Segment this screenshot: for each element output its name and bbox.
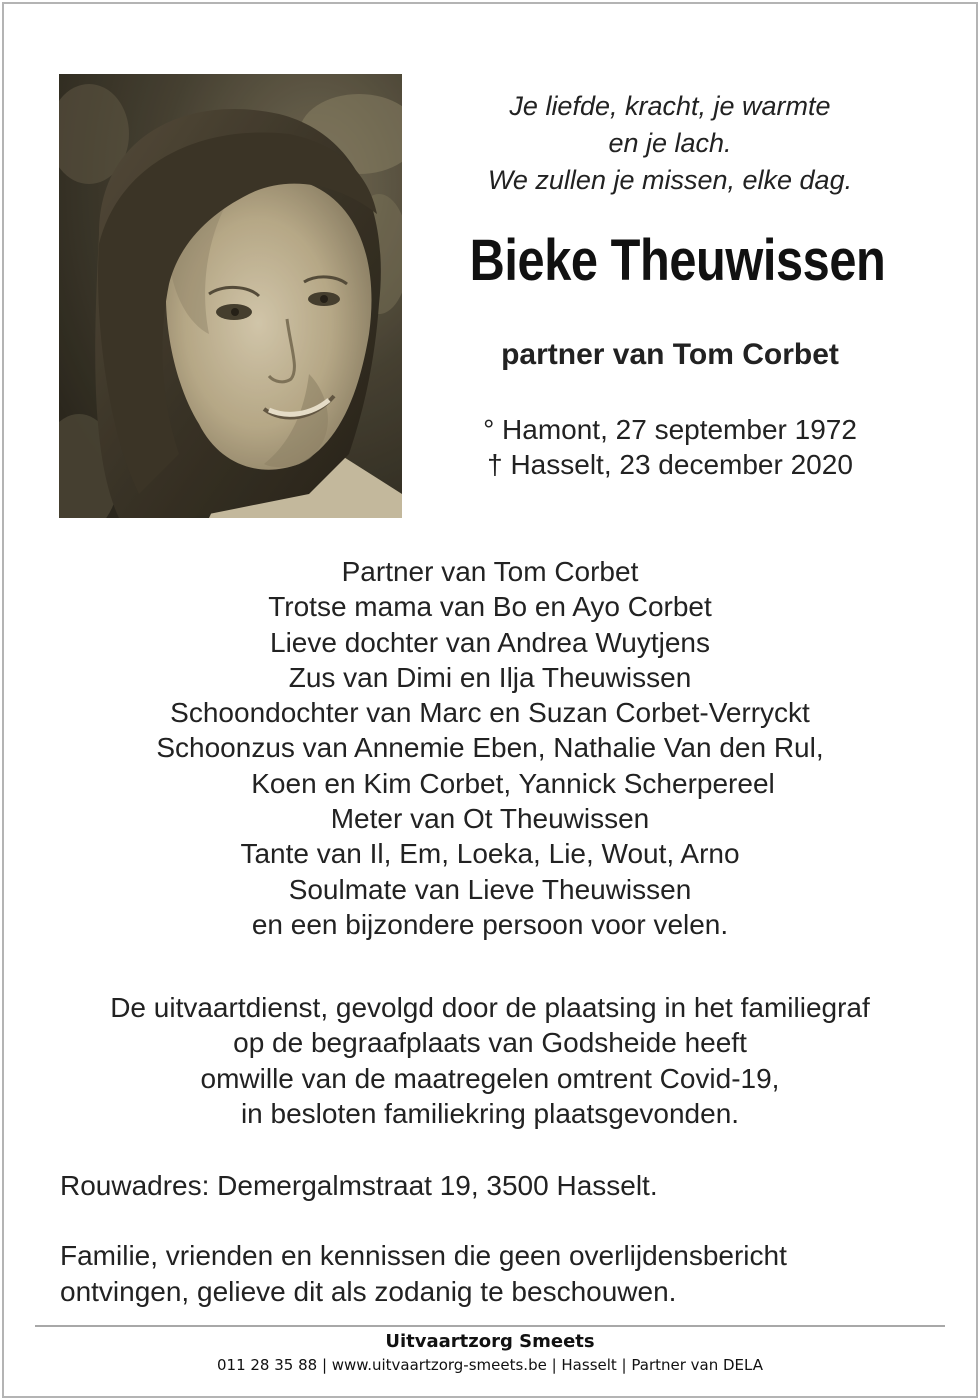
- notice-line: ontvingen, gelieve dit als zodanig te beschouwen.: [60, 1276, 677, 1307]
- family-line: Soulmate van Lieve Theuwissen: [288, 873, 692, 905]
- notice-line: Familie, vrienden en kennissen die geen overlijdensbericht: [60, 1240, 787, 1271]
- family-line: Schoonzus van Annemie Eben, Nathalie Van den Rul,: [156, 732, 824, 764]
- portrait-photo: [59, 74, 402, 518]
- funeral-company-name: Uitvaartzorg Smeets: [385, 1331, 595, 1352]
- service-line: op de begraafplaats van Godsheide heeft: [233, 1027, 747, 1059]
- death-date: † Hasselt, 23 december 2020: [487, 449, 853, 480]
- footer-divider: [35, 1325, 945, 1327]
- service-line: in besloten familiekring plaatsgevonden.: [240, 1097, 740, 1129]
- family-list: [40, 554, 940, 942]
- poem-line: We zullen je missen, elke dag.: [487, 165, 853, 195]
- family-line: Zus van Dimi en Ilja Theuwissen: [288, 661, 692, 693]
- family-line: Schoondochter van Marc en Suzan Corbet-Verryckt: [170, 697, 810, 729]
- notice-text: [60, 1238, 787, 1310]
- mourning-address: Rouwadres: Demergalmstraat 19, 3500 Hasselt.: [60, 1170, 658, 1201]
- poem: [420, 88, 920, 199]
- family-line: Koen en Kim Corbet, Yannick Scherpereel: [251, 767, 775, 799]
- deceased-name: Bieke Theuwissen: [469, 228, 886, 293]
- life-dates: [420, 412, 920, 482]
- poem-line: Je liefde, kracht, je warmte: [509, 91, 831, 121]
- family-line: Tante van Il, Em, Loeka, Lie, Wout, Arno: [240, 838, 740, 870]
- service-line: De uitvaartdienst, gevolgd door de plaatsing in het familiegraf: [110, 992, 870, 1023]
- deceased-subtitle: partner van Tom Corbet: [501, 338, 839, 371]
- family-line: Trotse mama van Bo en Ayo Corbet: [268, 591, 712, 623]
- family-line: Partner van Tom Corbet: [341, 556, 639, 587]
- family-line: Lieve dochter van Andrea Wuytjens: [270, 626, 710, 658]
- poem-line: en je lach.: [608, 128, 732, 158]
- birth-date: ° Hamont, 27 september 1972: [483, 414, 857, 445]
- service-line: omwille van de maatregelen omtrent Covid-19,: [200, 1062, 780, 1094]
- service-notice: [40, 990, 940, 1131]
- family-line: en een bijzondere persoon voor velen.: [251, 908, 729, 940]
- family-line: Meter van Ot Theuwissen: [330, 803, 650, 835]
- funeral-company-info: 011 28 35 88 | www.uitvaartzorg-smeets.be | Hasselt | Partner van DELA: [216, 1356, 763, 1374]
